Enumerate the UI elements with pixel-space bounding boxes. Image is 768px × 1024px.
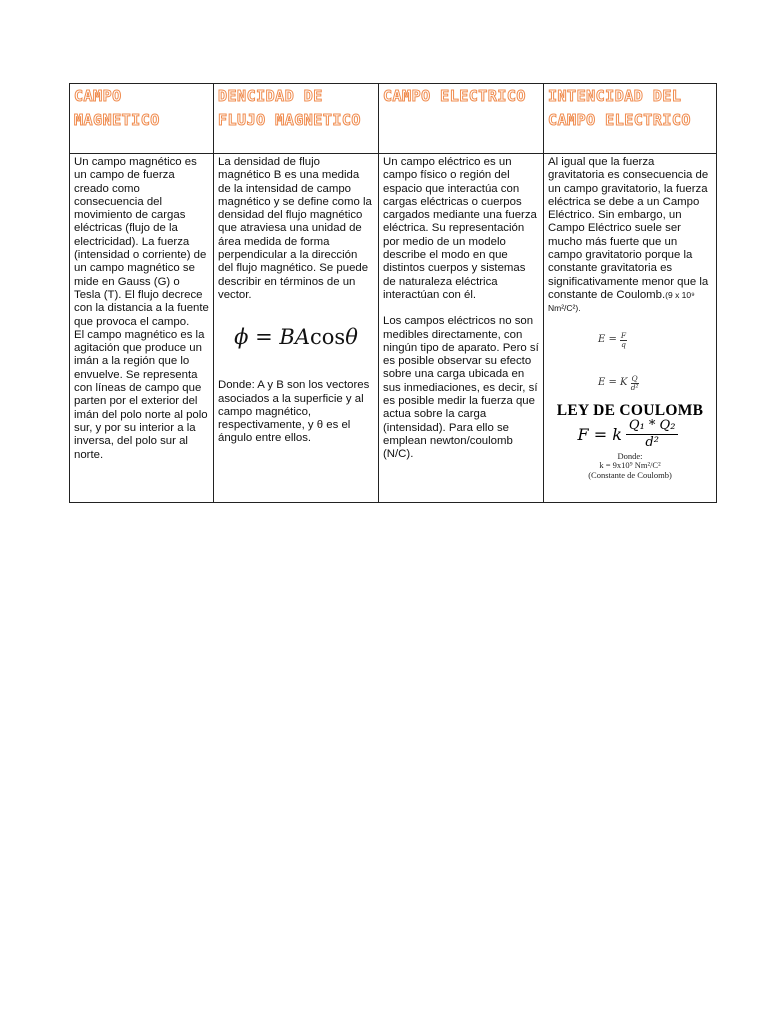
- cell-densidad-flujo: [214, 154, 379, 503]
- comparison-table: [69, 83, 717, 503]
- paragraph: Donde: A y B son los vectores asociados a la superficie y al campo magnético, respectivamente, y θ es el ángulo entre ellos.: [218, 379, 370, 445]
- content-row: [70, 154, 717, 503]
- paragraph: Al igual que la fuerza gravitatoria es consecuencia de un campo gravitatorio, la fuerza eléctrica se debe a un Campo Eléctrico. Sin embargo, un Campo Eléctrico suele ser mucho más fuerte que un campo gravitatorio porque la constante gravitatoria es significativamente menor que la constante de Coulomb.(9 x 10⁹ Nm²/C²).: [548, 156, 709, 314]
- paragraph: El campo magnético es la agitación que produce un imán a la región que lo envuelve. Se representa con líneas de campo que parten por el exterior del imán del polo norte al polo sur, y por su interior a la inversa, del polo sur al norte.: [74, 328, 208, 461]
- flux-formula: ϕ = BAcosθ: [234, 325, 358, 350]
- coulomb-law-figure: [548, 401, 712, 481]
- field-equation-force: E = $\frac{F}{q}$: [598, 330, 627, 349]
- fraction: $\frac{Q}{\text{d²}}$: [630, 373, 639, 392]
- fraction: $\frac{F}{q}$: [620, 330, 627, 349]
- header-campo-electrico: CAMPO ELECTRICO: [379, 84, 544, 154]
- fraction: $\frac{\text{Q₁ * Q₂}}{\text{d²}}$: [626, 418, 679, 451]
- header-campo-magnetico: CAMPO MAGNETICO: [70, 84, 214, 154]
- coulomb-law-title: LEY DE COULOMB: [556, 401, 704, 419]
- coulomb-constant: (9 x 10⁹ Nm²/C²).: [548, 289, 695, 314]
- paragraph: Un campo magnético es un campo de fuerza creado como consecuencia del movimiento de cargas eléctricas (flujo de la electricidad). La fuerza (intensidad o corriente) de un campo magnético se mide en Gauss (G) o Tesla (T). El flujo decrece con la distancia a la fuente que provoca el campo.: [74, 156, 209, 328]
- cell-intensidad-campo: [544, 154, 717, 503]
- header-row: [70, 84, 717, 154]
- cell-campo-magnetico: [70, 154, 214, 503]
- paragraph: La densidad de flujo magnético B es una medida de la intensidad de campo magnético y se define como la densidad del flujo magnético que atraviesa una unidad de área medida de forma perpendicular a la dirección del flujo magnético. Se puede describir en términos de un vector.: [218, 156, 372, 301]
- field-equation-charge: E = K $\frac{Q}{\text{d²}}$: [598, 373, 639, 392]
- header-intensidad-campo: INTENCIDAD DEL CAMPO ELECTRICO: [544, 84, 717, 154]
- header-densidad-flujo: DENCIDAD DE FLUJO MAGNETICO: [214, 84, 379, 154]
- paragraph: Los campos eléctricos no son medibles directamente, con ningún tipo de aparato. Pero sí es posible observar su efecto sobre una carga ubicada en sus inmediaciones, es decir, sí es posible medir la fuerza que actua sobre la carga (intensidad). Para ello se emplean newton/coulomb (N/C).: [383, 315, 539, 461]
- cell-campo-electrico: [379, 154, 544, 503]
- coulomb-note: Donde: k = 9x10⁹ Nm²/C² (Constante de Coulomb): [588, 450, 672, 480]
- coulomb-law-equation: F = k $\frac{\text{Q₁ * Q₂}}{\text{d²}}$: [548, 418, 712, 451]
- paragraph: Un campo eléctrico es un campo físico o región del espacio que interactúa con cargas eléctricas o cuerpos cargados mediante una fuerza eléctrica. Su representación por medio de un modelo describe el modo en que distintos cuerpos y sistemas de naturaleza eléctrica interactúan con él.: [383, 156, 537, 301]
